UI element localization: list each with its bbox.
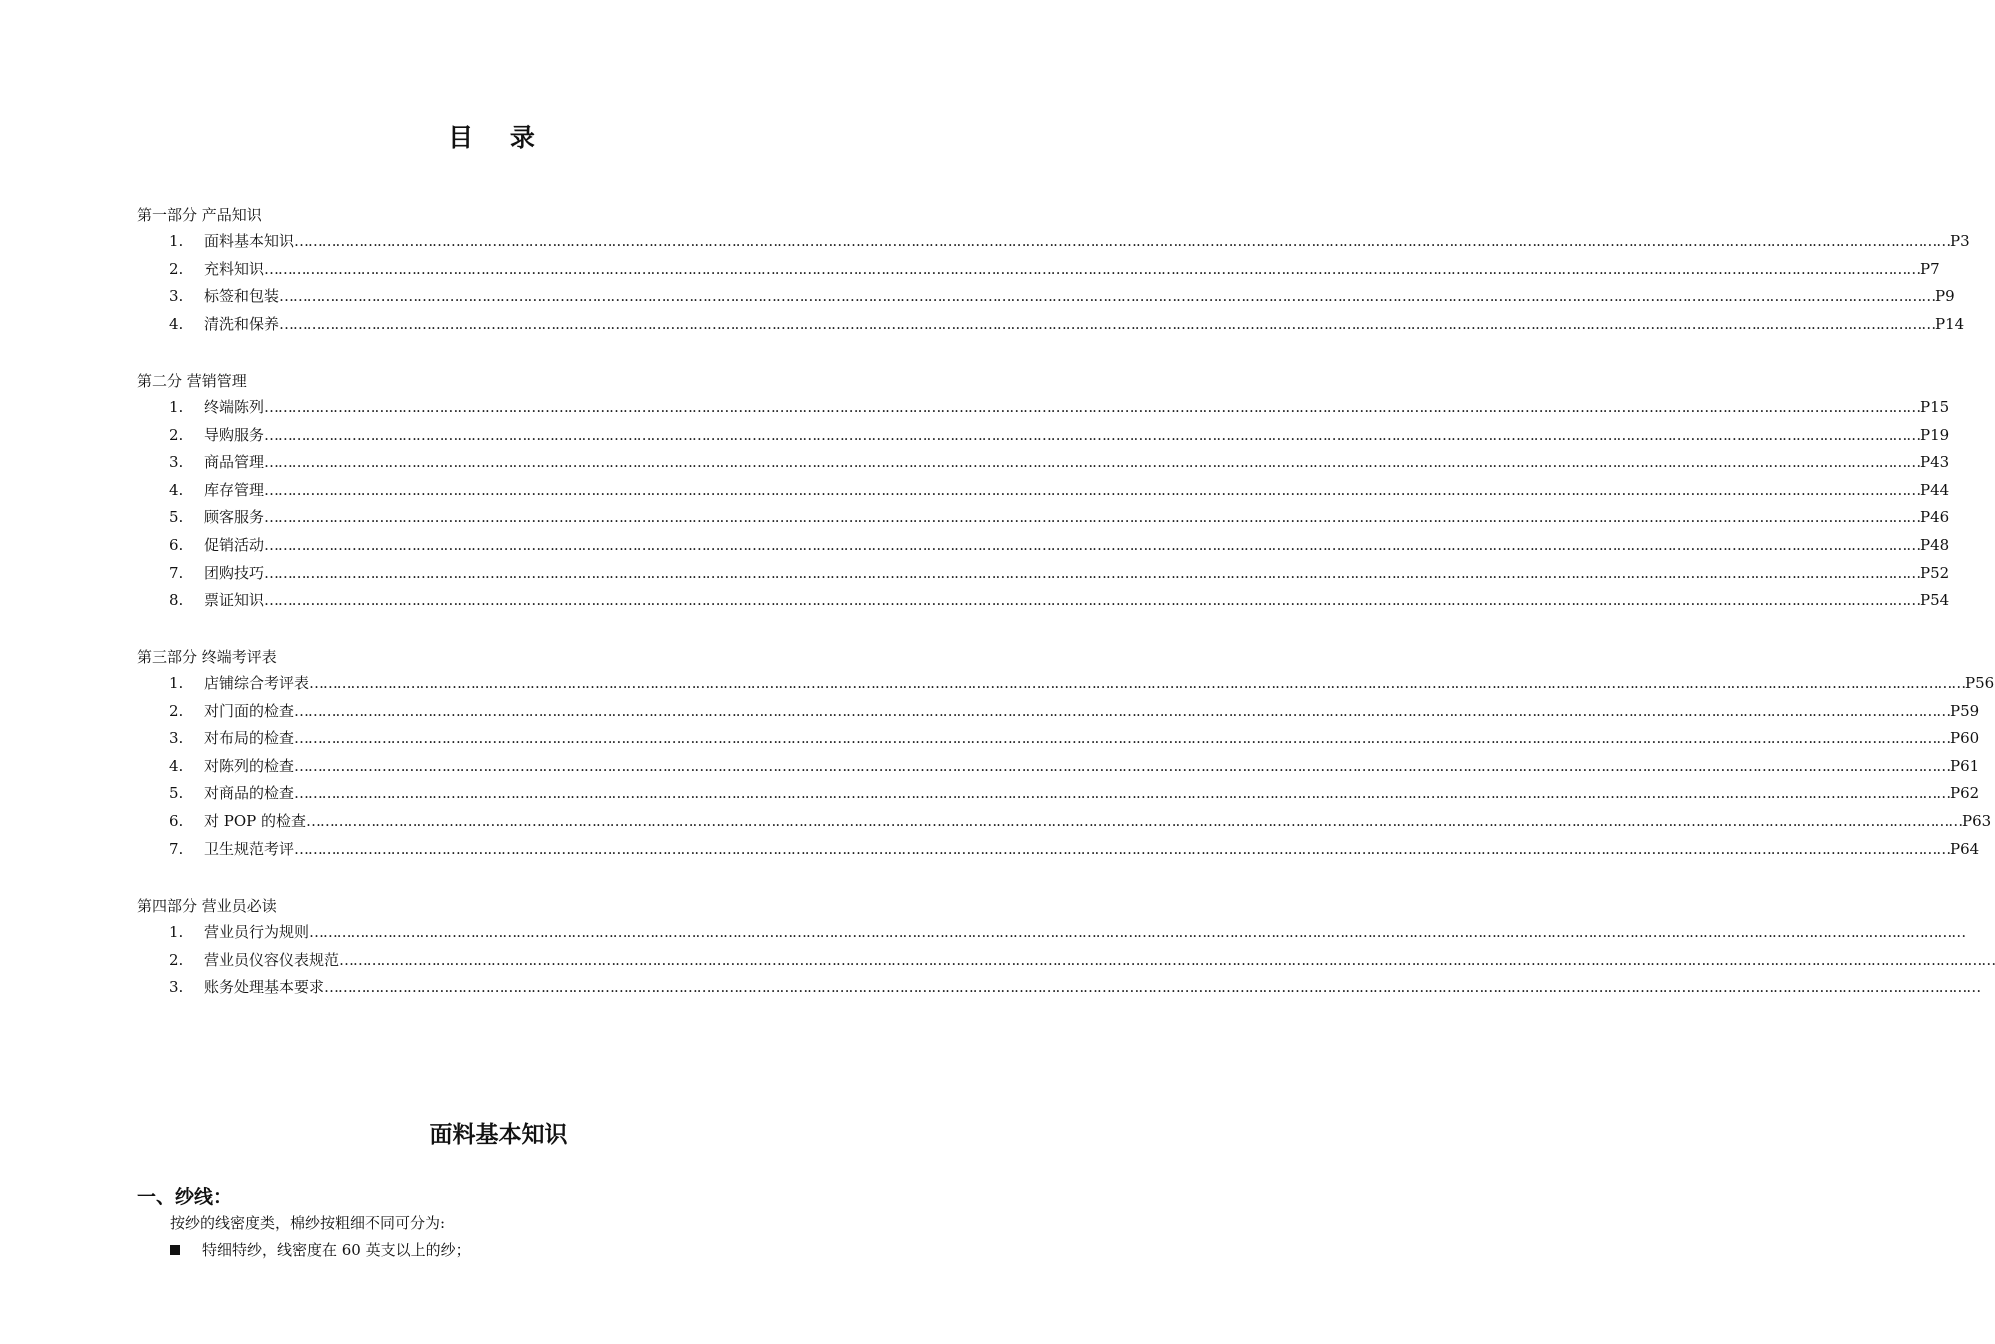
toc-entry-number: 2. [169, 259, 184, 278]
toc-entry-page: P15 [1920, 398, 1950, 416]
toc-entry-page: P54 [1920, 591, 1950, 610]
toc-entry-number: 2. [169, 425, 184, 444]
toc-entry[interactable] [137, 808, 1992, 836]
toc-entry[interactable] [137, 283, 1955, 311]
toc-section-4 [137, 893, 1995, 1002]
toc-leader-dots: ……………………………………………………………………………………………………………………………………………………………………………………………………………………………………………………………………………………………………………………………… [294, 756, 1951, 775]
toc-entry-number: 6. [169, 535, 184, 554]
toc-entry-number: 1. [169, 232, 184, 250]
toc-entry[interactable] [137, 974, 1981, 1002]
toc-entry-page: P9 [1935, 287, 1955, 306]
toc-entry-number: 2. [169, 701, 184, 720]
toc-entry-page: P14 [1935, 314, 1965, 333]
toc-leader-dots: ……………………………………………………………………………………………………………………………………………………………………………………………………………………………………………………………………………………………………………………………… [339, 950, 1995, 969]
toc-leader-dots: ……………………………………………………………………………………………………………………………………………………………………………………………………………………………………………………………………………………………………………………………… [309, 674, 1966, 692]
toc-entry-label: 团购技巧 [204, 563, 265, 582]
toc-leader-dots: ……………………………………………………………………………………………………………………………………………………………………………………………………………………………………………………………………………………………………………………………… [264, 563, 1921, 582]
section-heading: 一、纱线： [137, 1186, 233, 1208]
toc-entry-page: P59 [1950, 701, 1980, 720]
toc-entry-label: 票证知识 [204, 591, 265, 610]
toc-leader-dots: ……………………………………………………………………………………………………………………………………………………………………………………………………………………………………………………………………………………………………………………………… [309, 923, 1966, 941]
toc-entry-label: 账务处理基本要求 [204, 978, 325, 997]
intro-paragraph: 按纱的线密度类，棉纱按粗细不同可分为: [170, 1214, 446, 1232]
toc-leader-dots: ……………………………………………………………………………………………………………………………………………………………………………………………………………………………………………………………………………………………………………………………… [294, 701, 1951, 720]
toc-leader-dots: ……………………………………………………………………………………………………………………………………………………………………………………………………………………………………………………………………………………………………………………………… [264, 259, 1921, 278]
toc-leader-dots: ……………………………………………………………………………………………………………………………………………………………………………………………………………………………………………………………………………………………………………………………… [324, 978, 1981, 997]
square-bullet-icon [170, 1245, 180, 1255]
toc-leader-dots: ……………………………………………………………………………………………………………………………………………………………………………………………………………………………………………………………………………………………………………………………… [264, 425, 1921, 444]
toc-section-heading: 第四部分 营业员必读 [137, 897, 277, 915]
bullet-text: 特细特纱，线密度在 60 英支以上的纱； [202, 1241, 471, 1259]
toc-entry-number: 5. [169, 508, 184, 527]
toc-entry[interactable] [137, 311, 1965, 339]
toc-entry[interactable] [137, 449, 1950, 477]
toc-title: 目 录 [448, 123, 549, 152]
toc-entry-label: 顾客服务 [204, 508, 265, 527]
toc-entry-label: 商品管理 [204, 453, 265, 472]
toc-entry-number: 7. [169, 839, 184, 858]
toc-entry[interactable] [137, 947, 1995, 975]
toc-entry[interactable] [137, 919, 1966, 947]
toc-entry-page: P48 [1920, 535, 1950, 554]
toc-entry-number: 4. [169, 480, 184, 499]
toc-entry-label: 面料基本知识 [204, 232, 295, 250]
toc-entry-label: 充料知识 [204, 259, 265, 278]
toc-entry-number: 4. [169, 314, 184, 333]
toc-entry[interactable] [137, 394, 1950, 422]
toc-entry-label: 店铺综合考评表 [204, 674, 310, 692]
toc-section-heading: 第一部分 产品知识 [137, 206, 262, 224]
toc-entry-page: P44 [1920, 480, 1950, 499]
toc-entry[interactable] [137, 725, 1980, 753]
toc-entry-label: 促销活动 [204, 535, 265, 554]
toc-entry-label: 营业员仪容仪表规范 [204, 950, 340, 969]
toc-leader-dots: ……………………………………………………………………………………………………………………………………………………………………………………………………………………………………………………………………………………………………………………………… [264, 453, 1921, 472]
toc-leader-dots: ……………………………………………………………………………………………………………………………………………………………………………………………………………………………………………………………………………………………………………………………… [264, 398, 1921, 416]
toc-leader-dots: ……………………………………………………………………………………………………………………………………………………………………………………………………………………………………………………………………………………………………………………………… [279, 314, 1936, 333]
toc-entry-page: P43 [1920, 453, 1950, 472]
toc-entry-label: 对布局的检查 [204, 729, 295, 748]
toc-entry-label: 对陈列的检查 [204, 756, 295, 775]
toc-entry-number: 1. [169, 398, 184, 416]
toc-entry[interactable] [137, 532, 1950, 560]
toc-entry-label: 对 POP 的检查 [204, 811, 307, 830]
toc-entry[interactable] [137, 780, 1980, 808]
toc-entry-page: P60 [1950, 729, 1980, 748]
toc-entry-number: 2. [169, 950, 184, 969]
toc-entry-number: 5. [169, 784, 184, 803]
toc-entry-number: 3. [169, 453, 184, 472]
toc-entry[interactable] [137, 256, 1940, 284]
toc-entry-page: P52 [1920, 563, 1950, 582]
toc-entry-page: P46 [1920, 508, 1950, 527]
toc-entry-number: 1. [169, 923, 184, 941]
toc-entry-number: 3. [169, 287, 184, 306]
toc-entry-number: 3. [169, 978, 184, 997]
toc-entry-label: 终端陈列 [204, 398, 265, 416]
toc-leader-dots: ……………………………………………………………………………………………………………………………………………………………………………………………………………………………………………………………………………………………………………………………… [264, 591, 1921, 610]
toc-section-2 [137, 368, 1950, 615]
toc-entry-page: P56 [1965, 674, 1995, 692]
toc-entry-label: 对门面的检查 [204, 701, 295, 720]
toc-entry[interactable] [137, 228, 1970, 256]
toc-entry[interactable] [137, 422, 1950, 450]
toc-leader-dots: ……………………………………………………………………………………………………………………………………………………………………………………………………………………………………………………………………………………………………………………………… [264, 480, 1921, 499]
toc-entry[interactable] [137, 477, 1950, 505]
toc-entry[interactable] [137, 587, 1950, 615]
toc-leader-dots: ……………………………………………………………………………………………………………………………………………………………………………………………………………………………………………………………………………………………………………………………… [294, 232, 1951, 250]
toc-leader-dots: ……………………………………………………………………………………………………………………………………………………………………………………………………………………………………………………………………………………………………………………………… [294, 784, 1951, 803]
toc-entry-number: 8. [169, 591, 184, 610]
toc-entry[interactable] [137, 670, 1995, 698]
toc-entry-label: 标签和包装 [204, 287, 280, 306]
toc-entry-label: 卫生规范考评 [204, 839, 295, 858]
toc-section-3 [137, 644, 1995, 863]
toc-entry[interactable] [137, 836, 1980, 864]
toc-entry-number: 3. [169, 729, 184, 748]
toc-entry-number: 4. [169, 756, 184, 775]
toc-leader-dots: ……………………………………………………………………………………………………………………………………………………………………………………………………………………………………………………………………………………………………………………………… [264, 535, 1921, 554]
toc-leader-dots: ……………………………………………………………………………………………………………………………………………………………………………………………………………………………………………………………………………………………………………………………… [306, 811, 1963, 830]
toc-entry[interactable] [137, 504, 1950, 532]
toc-entry[interactable] [137, 560, 1950, 588]
toc-entry-label: 库存管理 [204, 480, 265, 499]
toc-section-1 [137, 202, 1970, 338]
toc-entry-number: 1. [169, 674, 184, 692]
toc-entry-label: 营业员行为规则 [204, 923, 310, 941]
toc-entry[interactable] [137, 753, 1980, 781]
chapter-title: 面料基本知识 [429, 1122, 568, 1148]
toc-leader-dots: ……………………………………………………………………………………………………………………………………………………………………………………………………………………………………………………………………………………………………………………………… [264, 508, 1921, 527]
toc-entry-number: 7. [169, 563, 184, 582]
toc-entry-page: P61 [1950, 756, 1980, 775]
toc-entry-page: P3 [1950, 232, 1970, 250]
toc-entry-number: 6. [169, 811, 184, 830]
toc-entry-page: P62 [1950, 784, 1980, 803]
toc-entry-label: 导购服务 [204, 425, 265, 444]
toc-section-heading: 第二分 营销管理 [137, 372, 247, 390]
bullet-item [170, 1239, 471, 1260]
toc-entry-label: 对商品的检查 [204, 784, 295, 803]
toc-entry-page: P63 [1962, 811, 1992, 830]
toc-entry-page: P19 [1920, 425, 1950, 444]
toc-entry-page: P7 [1920, 259, 1940, 278]
toc-section-heading: 第三部分 终端考评表 [137, 648, 277, 666]
toc-leader-dots: ……………………………………………………………………………………………………………………………………………………………………………………………………………………………………………………………………………………………………………………………… [294, 839, 1951, 858]
toc-entry[interactable] [137, 698, 1980, 726]
toc-leader-dots: ……………………………………………………………………………………………………………………………………………………………………………………………………………………………………………………………………………………………………………………………… [294, 729, 1951, 748]
toc-leader-dots: ……………………………………………………………………………………………………………………………………………………………………………………………………………………………………………………………………………………………………………………………… [279, 287, 1936, 306]
toc-entry-label: 清洗和保养 [204, 314, 280, 333]
toc-entry-page: P64 [1950, 839, 1980, 858]
